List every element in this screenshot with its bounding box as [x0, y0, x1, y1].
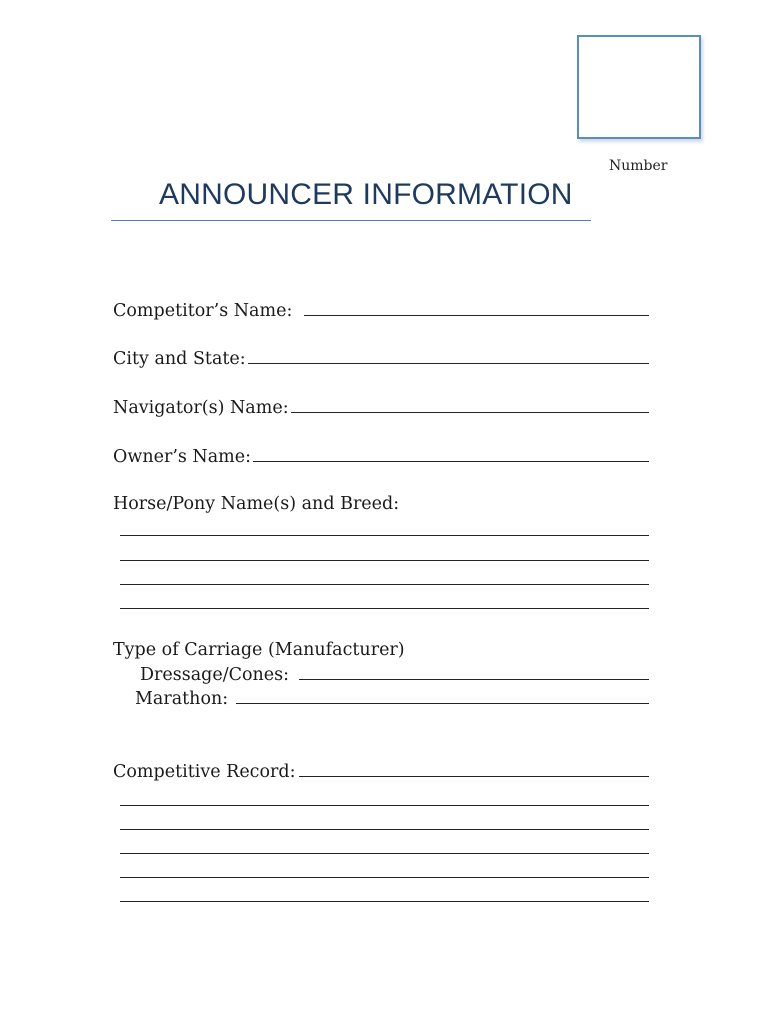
page-title: ANNOUNCER INFORMATION [159, 178, 573, 211]
owner-name-field [113, 445, 649, 468]
owner-name-input[interactable] [253, 445, 649, 462]
marathon-field [135, 687, 649, 710]
navigator-name-input[interactable] [291, 396, 649, 413]
competitive-record-line-3[interactable] [120, 829, 649, 830]
competitive-record-label: Competitive Record: [113, 762, 296, 782]
marathon-input[interactable] [236, 687, 649, 704]
title-underline [111, 220, 591, 221]
horse-pony-label: Horse/Pony Name(s) and Breed: [113, 494, 400, 514]
navigator-name-label: Navigator(s) Name: [113, 398, 289, 418]
city-state-label: City and State: [113, 349, 246, 369]
horse-pony-line-4[interactable] [120, 608, 649, 609]
competitive-record-line-2[interactable] [120, 805, 649, 806]
carriage-type-label: Type of Carriage (Manufacturer) [113, 640, 405, 660]
horse-pony-line-1[interactable] [120, 535, 649, 536]
competitor-name-input[interactable] [304, 299, 649, 316]
owner-name-label: Owner’s Name: [113, 447, 252, 467]
navigator-name-field [113, 396, 649, 419]
marathon-label: Marathon: [135, 689, 229, 709]
city-state-field [113, 347, 649, 370]
dressage-cones-field [140, 663, 649, 686]
number-box[interactable] [577, 35, 701, 139]
competitor-name-label: Competitor’s Name: [113, 301, 293, 321]
competitive-record-field [113, 760, 649, 783]
competitive-record-line-4[interactable] [120, 853, 649, 854]
competitive-record-line-5[interactable] [120, 877, 649, 878]
competitor-name-field [113, 299, 649, 322]
competitive-record-input[interactable] [299, 760, 649, 777]
competitive-record-line-6[interactable] [120, 901, 649, 902]
city-state-input[interactable] [248, 347, 649, 364]
horse-pony-line-3[interactable] [120, 584, 649, 585]
horse-pony-line-2[interactable] [120, 560, 649, 561]
dressage-cones-input[interactable] [299, 663, 649, 680]
dressage-cones-label: Dressage/Cones: [140, 665, 290, 685]
number-label: Number [609, 158, 668, 174]
